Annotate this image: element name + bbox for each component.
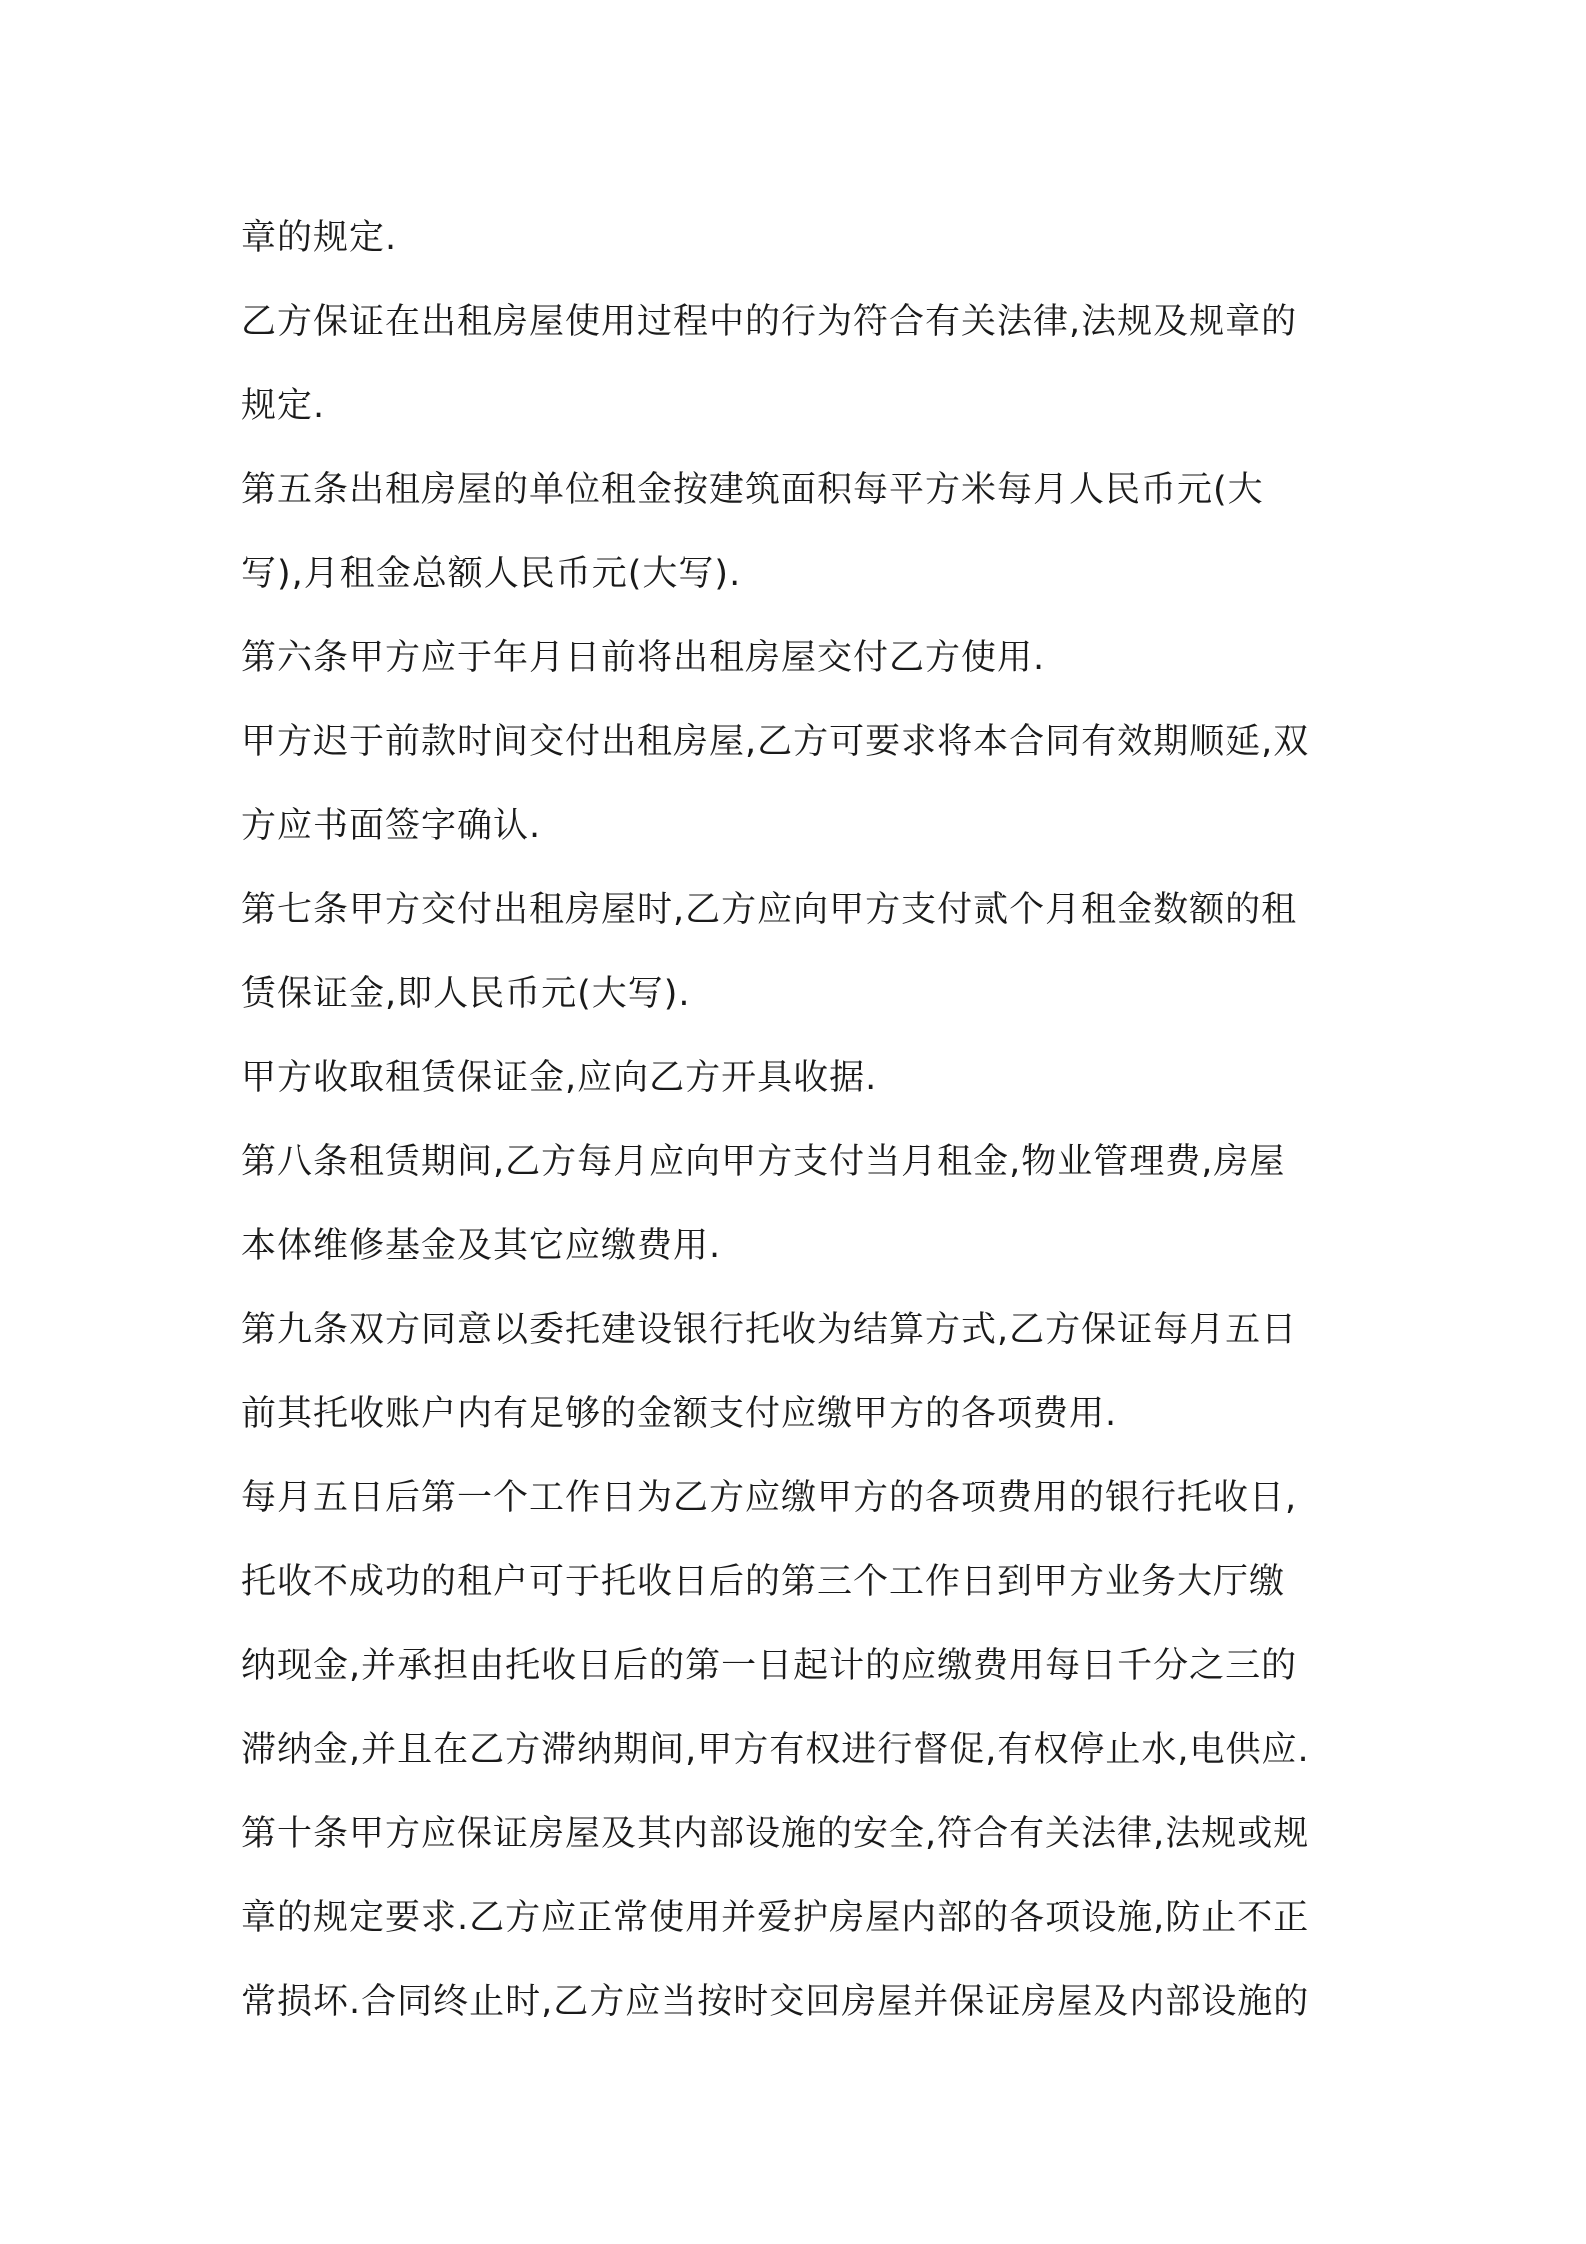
text-line: 常损坏.合同终止时,乙方应当按时交回房屋并保证房屋及内部设施的 [241, 1982, 1310, 2022]
text-line: 纳现金,并承担由托收日后的第一日起计的应缴费用每日千分之三的 [241, 1646, 1298, 1686]
text-line: 章的规定要求.乙方应正常使用并爱护房屋内部的各项设施,防止不正 [241, 1898, 1310, 1938]
text-line: 本体维修基金及其它应缴费用. [241, 1226, 722, 1266]
text-line: 托收不成功的租户可于托收日后的第三个工作日到甲方业务大厅缴 [241, 1562, 1286, 1602]
text-line: 第五条出租房屋的单位租金按建筑面积每平方米每月人民币元(大 [241, 470, 1264, 510]
contract-text [241, 196, 1361, 2044]
text-line: 写),月租金总额人民币元(大写). [241, 554, 742, 594]
text-line: 每月五日后第一个工作日为乙方应缴甲方的各项费用的银行托收日, [241, 1478, 1298, 1518]
text-line: 第七条甲方交付出租房屋时,乙方应向甲方支付贰个月租金数额的租 [241, 890, 1298, 930]
text-line: 第八条租赁期间,乙方每月应向甲方支付当月租金,物业管理费,房屋 [241, 1142, 1286, 1182]
text-line: 第九条双方同意以委托建设银行托收为结算方式,乙方保证每月五日 [241, 1310, 1298, 1350]
text-line: 赁保证金,即人民币元(大写). [241, 974, 691, 1014]
text-line: 规定. [241, 386, 326, 426]
text-line: 第十条甲方应保证房屋及其内部设施的安全,符合有关法律,法规或规 [241, 1814, 1310, 1854]
text-line: 滞纳金,并且在乙方滞纳期间,甲方有权进行督促,有权停止水,电供应. [241, 1730, 1310, 1770]
text-line: 第六条甲方应于年月日前将出租房屋交付乙方使用. [241, 638, 1046, 678]
text-line: 前其托收账户内有足够的金额支付应缴甲方的各项费用. [241, 1394, 1118, 1434]
text-line: 章的规定. [241, 218, 398, 258]
text-line: 甲方迟于前款时间交付出租房屋,乙方可要求将本合同有效期顺延,双 [241, 722, 1310, 762]
text-line: 方应书面签字确认. [241, 806, 542, 846]
text-line: 乙方保证在出租房屋使用过程中的行为符合有关法律,法规及规章的 [241, 302, 1298, 342]
text-line: 甲方收取租赁保证金,应向乙方开具收据. [241, 1058, 878, 1098]
